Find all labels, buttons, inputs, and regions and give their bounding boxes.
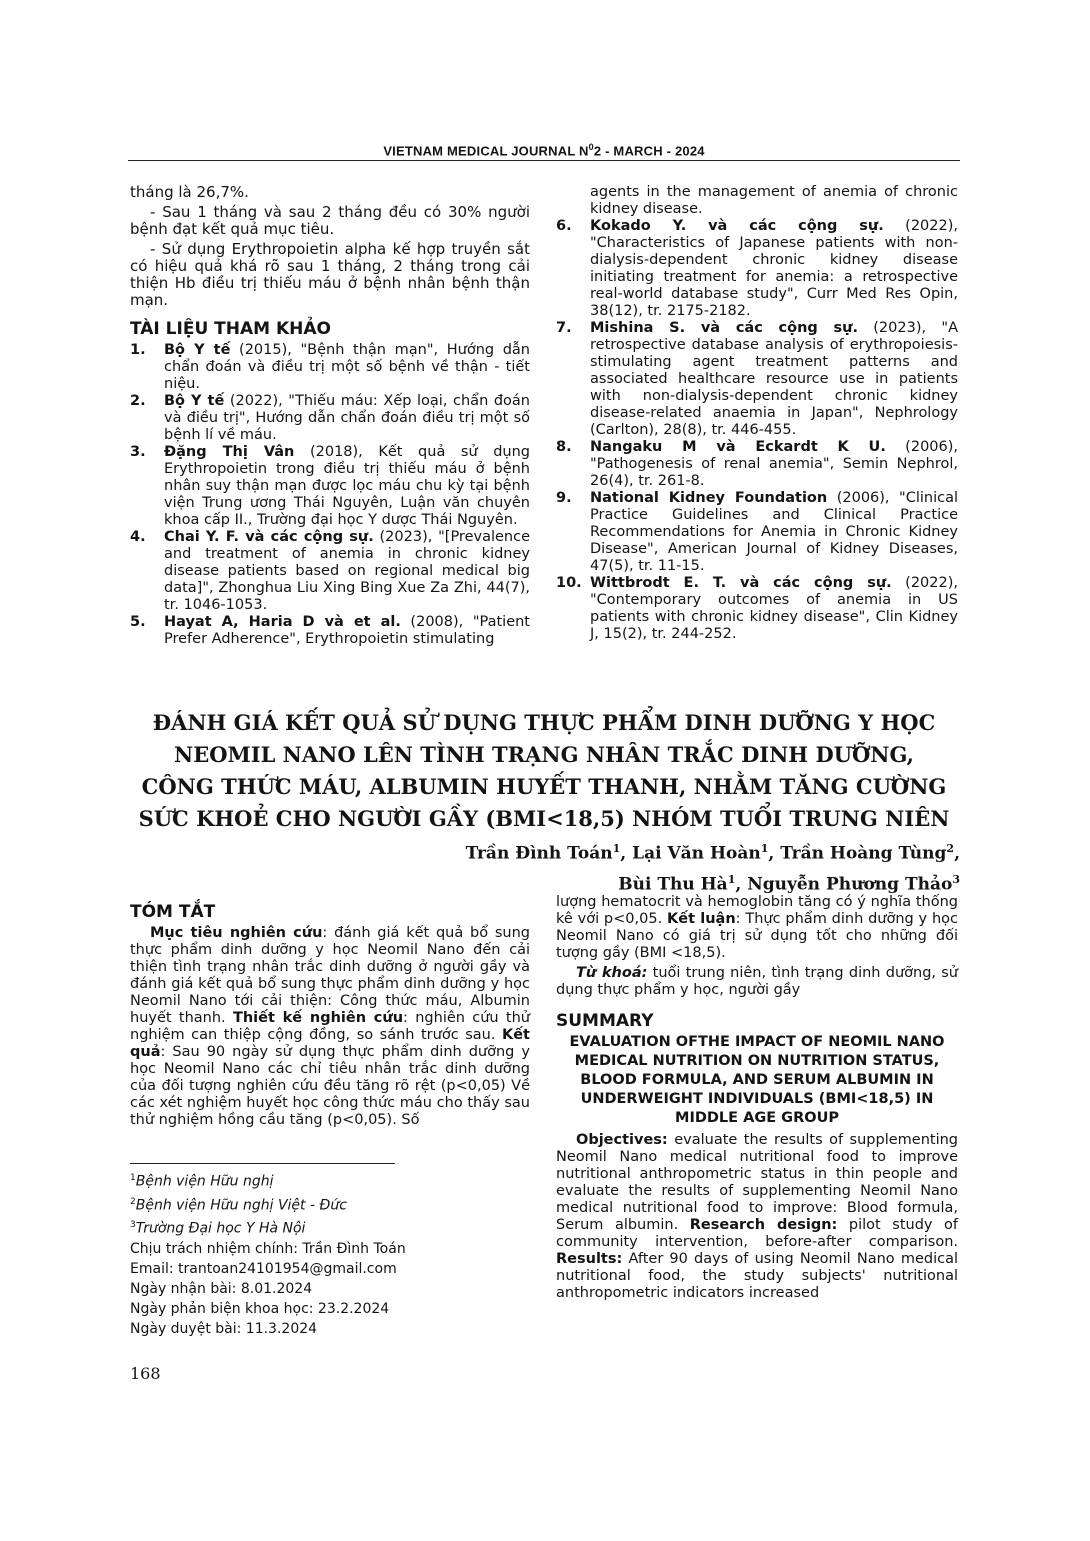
- references-heading: TÀI LIỆU THAM KHẢO: [130, 319, 331, 339]
- author-list: Trần Đình Toán$^1$, Lại Văn Hoàn$^1$, Trần Hoàng Tùng$^2$, Bùi Thu $Hà^1$, Nguyễn Phương Thảo$^3$: [465, 842, 960, 895]
- summary-body: Objectives: evaluate the results of supplementing Neomil Nano medical nutritional food to improve nutritional anthropometric status in thin people and evaluate the results of supplementing Neomil Nano medical nutritional food to improve: Blood formula, Serum albumin. Research design: pilot study of community intervention, before-after comparison. Results: After 90 days of using Neomil Nano medical nutritional food, the study subjects' nutritional anthropometric indicators increased: [556, 1132, 959, 1301]
- author-name: Lại Văn Hoàn: [632, 843, 761, 864]
- author-name: Trần Đình Toán: [465, 843, 613, 864]
- abstract-continuation: lượng hematocrit và hemoglobin tăng có ý nghĩa thống kê với p<0,05. Kết luận: Thực phẩm dinh dưỡng y học Neomil Nano có giá trị sử dụng tốt cho những đối tượng gầy (BMI <18,5).: [556, 894, 958, 961]
- summary-heading: SUMMARY: [556, 1011, 654, 1031]
- right-column-top: [556, 184, 958, 643]
- conclusion-paragraph-2: - Sau 1 tháng và sau 2 tháng đều có 30% người bệnh đạt kết quả mục tiêu.: [130, 203, 530, 238]
- title-line: ĐÁNH GIÁ KẾT QUẢ SỬ DỤNG THỰC PHẨM DINH DƯỠNG Y HỌC: [152, 710, 936, 735]
- title-line: SỨC KHOẺ CHO NGƯỜI GẦY (BMI<18,5) NHÓM TUỔI TRUNG NIÊN: [138, 806, 950, 831]
- author-name: Bùi Thu Hà: [618, 874, 728, 895]
- conclusion-paragraph-3: - Sử dụng Erythropoietin alpha kế hợp truyền sắt có hiệu quả khá rõ sau 1 tháng, 2 tháng trong cải thiện Hb điều trị thiếu máu ở bệnh nhân bệnh thận mạn.: [130, 240, 530, 309]
- reference-item: 3. Đặng Thị Vân (2018), Kết quả sử dụng Erythropoietin trong điều trị thiếu máu ở bệnh nhân suy thận mạn được lọc máu chu kỳ tại bệnh viện Trung ương Thái Nguyên, Luận văn chuyên khoa cấp II., Trường đại học Y dược Thái Nguyên.: [130, 444, 531, 528]
- running-header: VIETNAM MEDICAL JOURNAL $N^02$ - MARCH - 2024: [383, 142, 705, 159]
- abstract-right: [556, 894, 958, 1302]
- received-date: Ngày nhận bài: 8.01.2024: [130, 1280, 313, 1297]
- abstract-heading: TÓM TẮT: [130, 902, 216, 922]
- reference-item: 10. Wittbrodt E. T. và các cộng sự. (2022), "Contemporary outcomes of anemia in US patients with chronic kidney disease", Clin Kidney J, 15(2), tr. 244-252.: [556, 575, 958, 642]
- reference-item: 4. Chai Y. F. và các cộng sự. (2023), "[Prevalence and treatment of anemia in chronic kidney disease patients based on regional medical big data]", Zhonghua Liu Xing Bing Xue Za Zhi, 44(7), tr. 1046-1053.: [130, 529, 530, 613]
- title-line: NEOMIL NANO LÊN TÌNH TRẠNG NHÂN TRẮC DINH DƯỠNG,: [174, 742, 914, 767]
- reference-item: 5. Hayat A, Haria D và et al. (2008), "Patient Prefer Adherence", Erythropoietin stimulating: [130, 614, 530, 647]
- left-column-top: [130, 184, 530, 648]
- footnote-rule: [130, 1163, 395, 1164]
- reference-list-right: [556, 184, 958, 643]
- summary-title: EVALUATION OFTHE IMPACT OF NEOMIL NANO MEDICAL NUTRITION ON NUTRITION STATUS, BLOOD FORMULA, AND SERUM ALBUMIN IN UNDERWEIGHT INDIVIDUALS (BMI<18,5) IN MIDDLE AGE GROUP: [569, 1034, 945, 1126]
- reference-item: 8. Nangaku M và Eckardt K U. (2006), "Pathogenesis of renal anemia", Semin Nephrol, 26(4), tr. 261-8.: [556, 439, 959, 489]
- article-title: [128, 707, 960, 835]
- corresponding-author: Chịu trách nhiệm chính: Trần Đình Toán: [130, 1240, 406, 1257]
- footnotes: [130, 1163, 406, 1339]
- reference-item: 9. National Kidney Foundation (2006), "Clinical Practice Guidelines and Clinical Practice Recommendations for Anemia in Chronic Kidney Disease", American Journal of Kidney Diseases, 47(5), tr. 11-15.: [556, 490, 958, 574]
- reference-item: 2. Bộ Y tế (2022), "Thiếu máu: Xếp loại, chẩn đoán và điều trị", Hướng dẫn chẩn đoán điều trị một số bệnh lí về máu.: [130, 393, 530, 443]
- reference-item: 6. Kokado Y. và các cộng sự. (2022), "Characteristics of Japanese patients with non-dialysis-dependent chronic kidney disease initiating treatment for anemia: a retrospective real-world database study", Curr Med Res Opin, 38(12), tr. 2175-2182.: [556, 218, 958, 319]
- abstract-left: [130, 902, 530, 1129]
- reference-item: 1. Bộ Y tế (2015), "Bệnh thận mạn", Hướng dẫn chẩn đoán và điều trị một số bệnh về thận - tiết niệu.: [130, 342, 530, 392]
- page-number: 168: [130, 1364, 161, 1383]
- review-date: Ngày phản biện khoa học: 23.2.2024: [130, 1300, 390, 1317]
- accepted-date: Ngày duyệt bài: 11.3.2024: [130, 1320, 318, 1337]
- affiliation-3: $^3$Trường Đại học Y Hà Nội: [130, 1220, 306, 1237]
- affiliation-1: $^1$Bệnh viện Hữu nghị: [130, 1173, 274, 1190]
- reference-list-left: [130, 342, 530, 648]
- abstract-body: Mục tiêu nghiên cứu: đánh giá kết quả bổ sung thực phẩm dinh dưỡng y học Neomil Nano đến cải thiện tình trạng nhân trắc dinh dưỡng ở người gầy và đánh giá kết quả bổ sung thực phẩm dinh dưỡng y học Neomil Nano tới cải thiện: Công thức máu, Albumin huyết thanh. Thiết kế nghiên cứu: nghiên cứu thử nghiệm can thiệp cộng đồng, so sánh trước sau. Kết quả: Sau 90 ngày sử dụng thực phẩm dinh dưỡng y học Neomil Nano các chỉ tiêu nhân trắc dinh dưỡng của đối tượng nghiên cứu đều tăng rõ rệt (p<0,05) Về các xét nghiệm huyết học công thức máu cho thấy sau thử nghiệm hồng cầu tăng (p<0,05). Số: [130, 925, 530, 1128]
- reference-item: 7. Mishina S. và các cộng sự. (2023), "A retrospective database analysis of erythropoiesis-stimulating agent treatment patterns and associated healthcare resource use in patients with non-dialysis-dependent chronic kidney disease-related anaemia in Japan", Nephrology (Carlton), 28(8), tr. 446-455.: [556, 320, 958, 438]
- author-name: Nguyễn Phương Thảo: [747, 874, 953, 895]
- title-line: CÔNG THỨC MÁU, ALBUMIN HUYẾT THANH, NHẰM TĂNG CƯỜNG: [141, 774, 947, 799]
- affiliation-2: $^2$Bệnh viện Hữu nghị Việt - Đức: [130, 1196, 347, 1214]
- email: Email: trantoan24101954@gmail.com: [130, 1260, 397, 1277]
- reference-continuation: agents in the management of anemia of chronic kidney disease.: [590, 184, 958, 217]
- author-name: Trần Hoàng Tùng: [780, 843, 947, 864]
- conclusion-paragraph-1: tháng là 26,7%.: [130, 183, 249, 201]
- header-rule: [128, 160, 960, 161]
- keywords: Từ khoá: tuổi trung niên, tình trạng dinh dưỡng, sử dụng thực phẩm y học, người gầy: [556, 965, 958, 998]
